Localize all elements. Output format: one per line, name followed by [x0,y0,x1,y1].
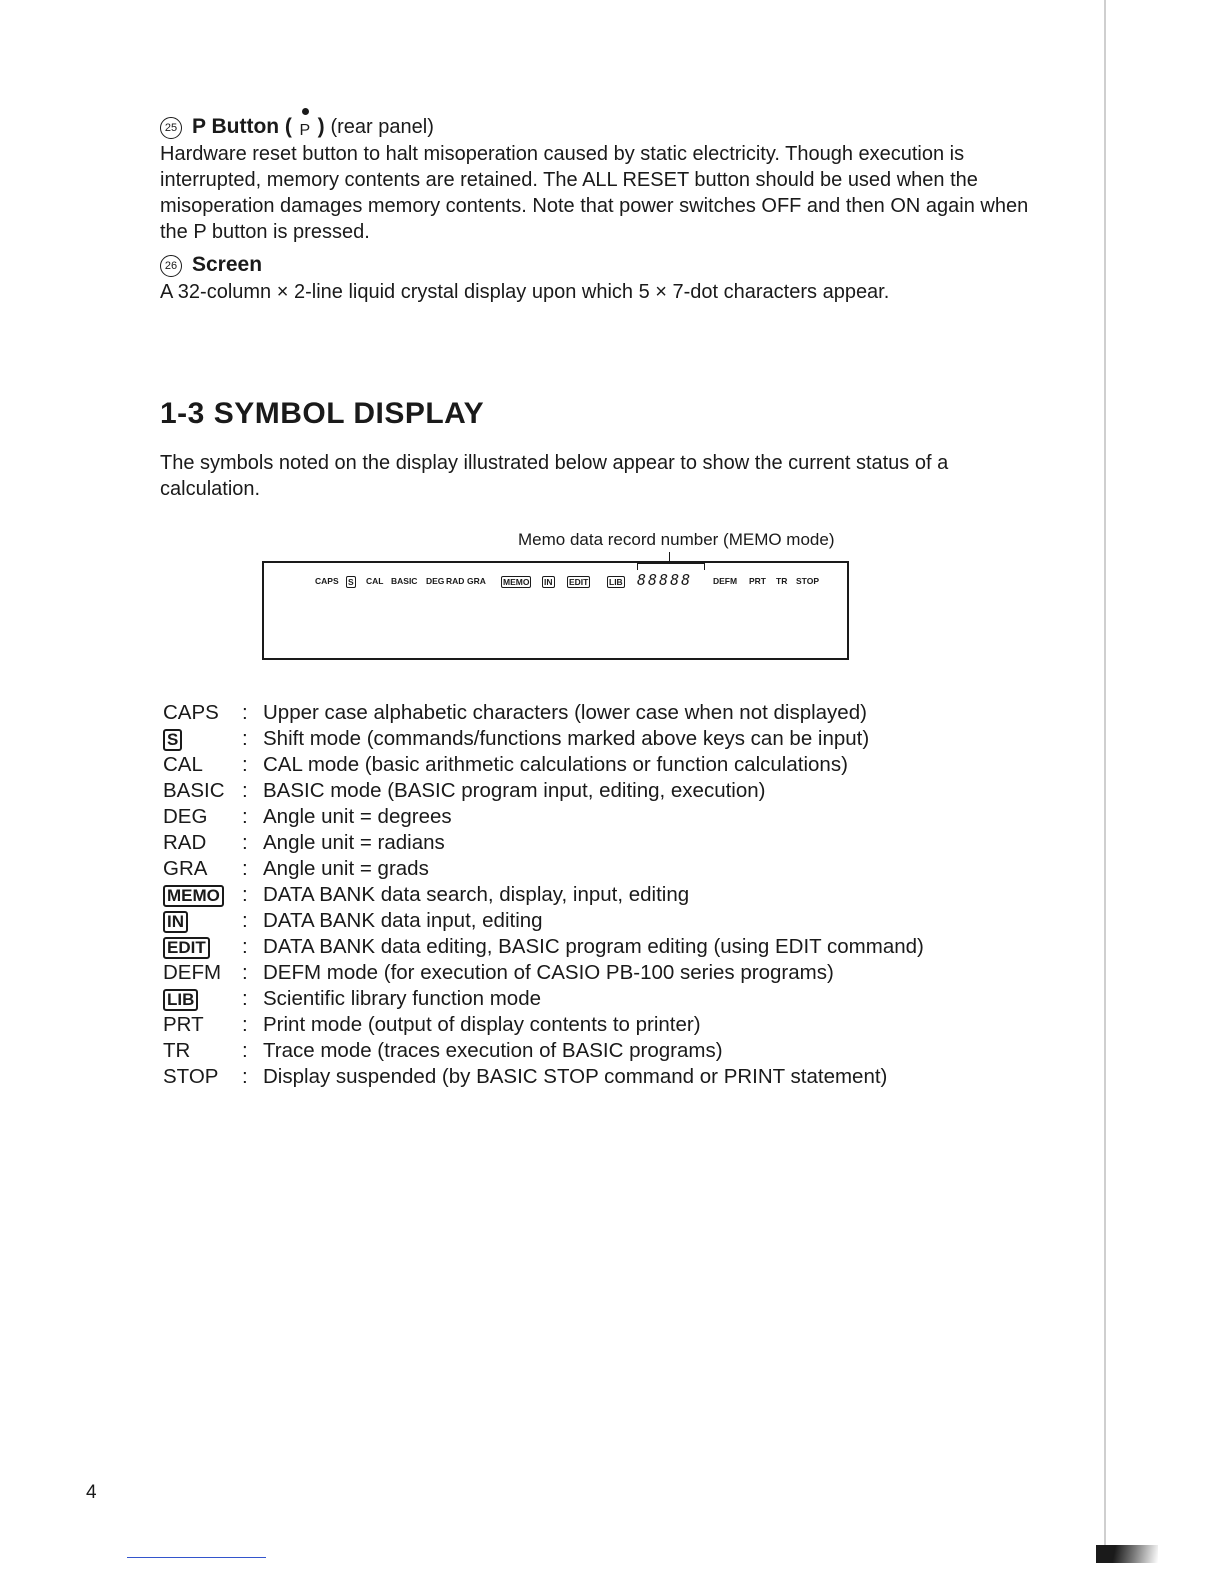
section-heading: 1-3 SYMBOL DISPLAY [160,397,485,430]
lcd-deg: DEG [426,576,445,586]
separator: : [242,805,248,828]
p-button-dot-icon [302,108,309,115]
lcd-lib: LIB [609,577,623,587]
symbol-label: S [163,729,182,751]
symbol-description: DATA BANK data input, editing [263,909,543,932]
scan-edge-shadow [1096,1545,1158,1563]
item-25-close-paren: ) [317,115,325,138]
lcd-in: IN [544,577,553,587]
separator: : [242,883,248,906]
symbol-description: Scientific library function mode [263,987,542,1010]
separator: : [242,1013,248,1036]
lcd-caps: CAPS [315,576,339,586]
separator: : [242,1065,248,1088]
separator: : [242,779,248,802]
symbol-description: DEFM mode (for execution of CASIO PB-100 series programs) [263,961,834,984]
item-26-body: A 32-column × 2-line liquid crystal display upon which 5 × 7-dot characters appear. [160,281,890,303]
symbol-label: TR [163,1039,191,1062]
separator: : [242,961,248,984]
list-item [163,934,1063,960]
display-caption: Memo data record number (MEMO mode) [518,530,835,549]
item-25-heading [160,115,434,140]
symbol-description: Upper case alphabetic characters (lower case when not displayed) [263,701,867,724]
lcd-edit: EDIT [569,577,589,587]
symbol-label: PRT [163,1013,204,1036]
lcd-cal: CAL [366,576,384,586]
symbol-label: STOP [163,1065,219,1088]
symbol-list [163,700,1063,1090]
item-25-note: (rear panel) [330,116,434,138]
symbol-description: Angle unit = radians [263,831,445,854]
circled-number-26: 26 [160,255,182,277]
symbol-label: DEFM [163,961,222,984]
list-item [163,856,1063,882]
separator: : [242,987,248,1010]
list-item [163,804,1063,830]
lcd-tr: TR [776,576,788,586]
symbol-description: CAL mode (basic arithmetic calculations or function calculations) [263,753,848,776]
list-item [163,700,1063,726]
separator: : [242,831,248,854]
symbol-label: MEMO [163,885,224,907]
lcd-display-illustration [262,561,849,660]
symbol-label: BASIC [163,779,225,802]
lcd-defm: DEFM [713,576,738,586]
symbol-label: RAD [163,831,207,854]
symbol-description: Display suspended (by BASIC STOP command or PRINT statement) [263,1065,888,1088]
symbol-description: DATA BANK data editing, BASIC program editing (using EDIT command) [263,935,924,958]
list-item [163,1038,1063,1064]
list-item [163,986,1063,1012]
symbol-label: DEG [163,805,208,828]
symbol-label: CAL [163,753,203,776]
item-26-heading [160,253,262,277]
lcd-prt: PRT [749,576,766,586]
item-25-title: P Button ( [192,115,292,138]
symbol-description: Trace mode (traces execution of BASIC programs) [263,1039,723,1062]
symbol-label: IN [163,911,188,933]
lcd-gra: GRA [467,576,486,586]
list-item [163,960,1063,986]
p-button-glyph [298,122,312,140]
page-number: 4 [86,1482,97,1503]
lcd-stop: STOP [796,576,819,586]
symbol-description: BASIC mode (BASIC program input, editing, execution) [263,779,766,802]
list-item [163,726,1063,752]
list-item [163,882,1063,908]
p-button-letter: P [299,122,311,139]
lcd-rad: RAD [446,576,465,586]
symbol-label: EDIT [163,937,210,959]
separator: : [242,701,248,724]
separator: : [242,753,248,776]
lcd-record-number-digits: 88888 [637,571,693,589]
lcd-memo: MEMO [503,577,530,587]
bottom-rule [127,1557,266,1558]
item-26-title: Screen [192,253,263,276]
item-25-body: Hardware reset button to halt misoperation caused by static electricity. Though execution is interrupted, memory contents are retained. The ALL RESET button should be used when the misoperation damages memory contents. Note that power switches OFF and then ON again when the P button is pressed. [160,143,1029,243]
symbol-label: CAPS [163,701,219,724]
separator: : [242,1039,248,1062]
circled-number-25: 25 [160,117,182,139]
list-item [163,752,1063,778]
symbol-description: Angle unit = grads [263,857,429,880]
separator: : [242,727,248,750]
symbol-description: Shift mode (commands/functions marked above keys can be input) [263,727,870,750]
separator: : [242,857,248,880]
lcd-shift: S [348,577,354,587]
symbol-label: GRA [163,857,208,880]
list-item [163,778,1063,804]
lcd-basic: BASIC [391,576,418,586]
list-item [163,908,1063,934]
separator: : [242,935,248,958]
symbol-label: LIB [163,989,198,1011]
list-item [163,830,1063,856]
separator: : [242,909,248,932]
symbol-description: DATA BANK data search, display, input, editing [263,883,690,906]
scan-edge-line [1104,0,1106,1560]
section-intro: The symbols noted on the display illustrated below appear to show the current status of a calculation. [160,452,949,500]
symbol-description: Print mode (output of display contents to printer) [263,1013,701,1036]
list-item [163,1012,1063,1038]
symbol-description: Angle unit = degrees [263,805,452,828]
list-item [163,1064,1063,1090]
